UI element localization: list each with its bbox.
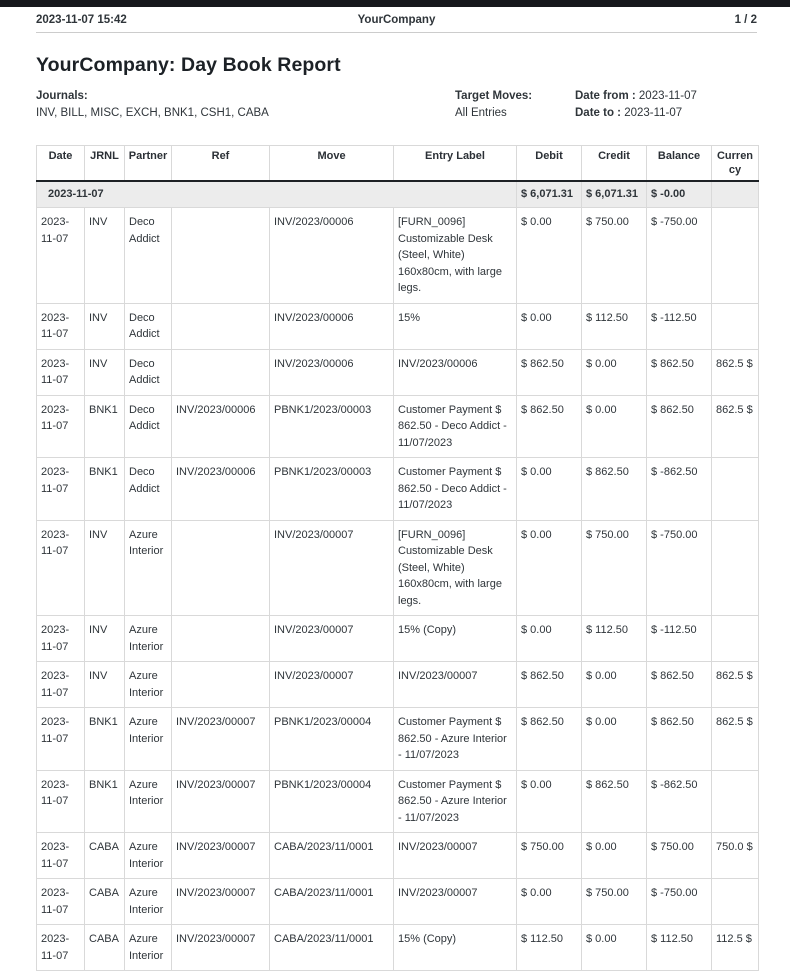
group-balance: $ -0.00 xyxy=(647,181,712,208)
report-filters xyxy=(36,88,757,122)
table-row xyxy=(37,458,759,521)
cell-debit: $ 0.00 xyxy=(517,520,582,616)
table-row xyxy=(37,520,759,616)
day-book-table xyxy=(36,145,759,971)
target-moves-filter xyxy=(455,88,575,122)
cell-currency: 862.5 $ xyxy=(712,662,759,708)
cell-credit: $ 862.50 xyxy=(582,458,647,521)
cell-credit: $ 0.00 xyxy=(582,662,647,708)
cell-ref: INV/2023/00007 xyxy=(172,833,270,879)
cell-date: 2023-11-07 xyxy=(37,208,85,304)
cell-debit: $ 750.00 xyxy=(517,833,582,879)
cell-jrnl: INV xyxy=(85,303,125,349)
col-header-move: Move xyxy=(270,146,394,182)
col-header-credit: Credit xyxy=(582,146,647,182)
table-row xyxy=(37,925,759,971)
cell-entry-label: 15% xyxy=(394,303,517,349)
cell-currency: 112.5 $ xyxy=(712,925,759,971)
cell-jrnl: BNK1 xyxy=(85,395,125,458)
cell-date: 2023-11-07 xyxy=(37,616,85,662)
cell-balance: $ 862.50 xyxy=(647,662,712,708)
cell-balance: $ -112.50 xyxy=(647,303,712,349)
group-date: 2023-11-07 xyxy=(37,181,517,208)
cell-currency: 862.5 $ xyxy=(712,349,759,395)
cell-credit: $ 0.00 xyxy=(582,708,647,771)
cell-partner: Deco Addict xyxy=(125,208,172,304)
cell-jrnl: INV xyxy=(85,662,125,708)
cell-move: INV/2023/00006 xyxy=(270,303,394,349)
group-currency xyxy=(712,181,759,208)
cell-balance: $ -112.50 xyxy=(647,616,712,662)
cell-date: 2023-11-07 xyxy=(37,833,85,879)
cell-debit: $ 0.00 xyxy=(517,458,582,521)
cell-partner: Deco Addict xyxy=(125,303,172,349)
col-header-entry-label: Entry Label xyxy=(394,146,517,182)
header-divider xyxy=(36,32,757,33)
col-header-jrnl: JRNL xyxy=(85,146,125,182)
cell-entry-label: INV/2023/00006 xyxy=(394,349,517,395)
table-row xyxy=(37,833,759,879)
cell-date: 2023-11-07 xyxy=(37,349,85,395)
cell-partner: Deco Addict xyxy=(125,395,172,458)
cell-currency: 862.5 $ xyxy=(712,708,759,771)
cell-date: 2023-11-07 xyxy=(37,303,85,349)
table-row xyxy=(37,395,759,458)
target-moves-label: Target Moves: xyxy=(455,90,533,102)
print-datetime: 2023-11-07 15:42 xyxy=(36,14,127,26)
col-header-currency: Currency xyxy=(712,146,759,182)
cell-credit: $ 0.00 xyxy=(582,925,647,971)
cell-partner: Azure Interior xyxy=(125,662,172,708)
cell-balance: $ 112.50 xyxy=(647,925,712,971)
cell-date: 2023-11-07 xyxy=(37,662,85,708)
cell-entry-label: Customer Payment $ 862.50 - Azure Interior - 11/07/2023 xyxy=(394,770,517,833)
cell-move: INV/2023/00006 xyxy=(270,208,394,304)
cell-ref xyxy=(172,208,270,304)
cell-move: PBNK1/2023/00003 xyxy=(270,395,394,458)
cell-currency xyxy=(712,303,759,349)
cell-ref xyxy=(172,303,270,349)
cell-move: CABA/2023/11/0001 xyxy=(270,879,394,925)
cell-jrnl: INV xyxy=(85,349,125,395)
cell-partner: Azure Interior xyxy=(125,879,172,925)
cell-debit: $ 862.50 xyxy=(517,349,582,395)
cell-currency: 862.5 $ xyxy=(712,395,759,458)
cell-partner: Azure Interior xyxy=(125,833,172,879)
col-header-partner: Partner xyxy=(125,146,172,182)
cell-move: INV/2023/00007 xyxy=(270,662,394,708)
col-header-debit: Debit xyxy=(517,146,582,182)
cell-ref: INV/2023/00006 xyxy=(172,395,270,458)
cell-credit: $ 862.50 xyxy=(582,770,647,833)
cell-debit: $ 862.50 xyxy=(517,708,582,771)
cell-entry-label: 15% (Copy) xyxy=(394,616,517,662)
col-header-balance: Balance xyxy=(647,146,712,182)
journals-value: INV, BILL, MISC, EXCH, BNK1, CSH1, CABA xyxy=(36,107,269,119)
company-name: YourCompany xyxy=(357,14,436,26)
cell-partner: Azure Interior xyxy=(125,770,172,833)
cell-credit: $ 0.00 xyxy=(582,349,647,395)
table-row xyxy=(37,616,759,662)
cell-debit: $ 0.00 xyxy=(517,616,582,662)
date-from-value: 2023-11-07 xyxy=(638,90,697,102)
cell-credit: $ 750.00 xyxy=(582,208,647,304)
cell-move: INV/2023/00006 xyxy=(270,349,394,395)
col-header-ref: Ref xyxy=(172,146,270,182)
cell-move: PBNK1/2023/00004 xyxy=(270,770,394,833)
cell-credit: $ 112.50 xyxy=(582,616,647,662)
cell-jrnl: BNK1 xyxy=(85,770,125,833)
cell-ref: INV/2023/00007 xyxy=(172,708,270,771)
cell-date: 2023-11-07 xyxy=(37,708,85,771)
cell-entry-label: INV/2023/00007 xyxy=(394,662,517,708)
cell-ref xyxy=(172,349,270,395)
cell-balance: $ 862.50 xyxy=(647,708,712,771)
cell-date: 2023-11-07 xyxy=(37,520,85,616)
cell-credit: $ 112.50 xyxy=(582,303,647,349)
cell-currency xyxy=(712,879,759,925)
cell-debit: $ 0.00 xyxy=(517,879,582,925)
cell-partner: Deco Addict xyxy=(125,349,172,395)
cell-currency xyxy=(712,458,759,521)
cell-jrnl: INV xyxy=(85,616,125,662)
cell-currency xyxy=(712,520,759,616)
date-from-label: Date from : xyxy=(575,90,636,102)
cell-entry-label: Customer Payment $ 862.50 - Deco Addict - 11/07/2023 xyxy=(394,458,517,521)
date-range-filter xyxy=(575,88,757,122)
journals-filter xyxy=(36,88,455,122)
page-header xyxy=(36,14,757,26)
cell-debit: $ 0.00 xyxy=(517,303,582,349)
cell-move: INV/2023/00007 xyxy=(270,520,394,616)
date-from-row xyxy=(575,88,757,105)
report-title: YourCompany: Day Book Report xyxy=(36,54,341,76)
cell-date: 2023-11-07 xyxy=(37,395,85,458)
cell-ref xyxy=(172,662,270,708)
table-row xyxy=(37,662,759,708)
table-row xyxy=(37,208,759,304)
cell-partner: Azure Interior xyxy=(125,708,172,771)
cell-move: INV/2023/00007 xyxy=(270,616,394,662)
cell-entry-label: INV/2023/00007 xyxy=(394,879,517,925)
cell-partner: Azure Interior xyxy=(125,520,172,616)
cell-jrnl: CABA xyxy=(85,879,125,925)
cell-date: 2023-11-07 xyxy=(37,458,85,521)
cell-balance: $ -862.50 xyxy=(647,770,712,833)
cell-partner: Deco Addict xyxy=(125,458,172,521)
cell-balance: $ -750.00 xyxy=(647,208,712,304)
cell-ref: INV/2023/00006 xyxy=(172,458,270,521)
cell-debit: $ 862.50 xyxy=(517,395,582,458)
cell-debit: $ 0.00 xyxy=(517,770,582,833)
cell-credit: $ 0.00 xyxy=(582,395,647,458)
cell-entry-label: [FURN_0096] Customizable Desk (Steel, White) 160x80cm, with large legs. xyxy=(394,208,517,304)
cell-credit: $ 750.00 xyxy=(582,520,647,616)
date-to-label: Date to : xyxy=(575,107,621,119)
cell-entry-label: Customer Payment $ 862.50 - Deco Addict - 11/07/2023 xyxy=(394,395,517,458)
cell-credit: $ 0.00 xyxy=(582,833,647,879)
date-to-value: 2023-11-07 xyxy=(624,107,683,119)
window-top-bar xyxy=(0,0,790,7)
cell-jrnl: INV xyxy=(85,208,125,304)
cell-ref: INV/2023/00007 xyxy=(172,925,270,971)
cell-entry-label: INV/2023/00007 xyxy=(394,833,517,879)
table-row xyxy=(37,879,759,925)
cell-debit: $ 112.50 xyxy=(517,925,582,971)
cell-partner: Azure Interior xyxy=(125,925,172,971)
cell-date: 2023-11-07 xyxy=(37,879,85,925)
cell-credit: $ 750.00 xyxy=(582,879,647,925)
cell-balance: $ 862.50 xyxy=(647,395,712,458)
cell-ref: INV/2023/00007 xyxy=(172,879,270,925)
table-row xyxy=(37,770,759,833)
cell-currency: 750.0 $ xyxy=(712,833,759,879)
cell-ref xyxy=(172,520,270,616)
cell-ref xyxy=(172,616,270,662)
cell-jrnl: INV xyxy=(85,520,125,616)
cell-jrnl: BNK1 xyxy=(85,458,125,521)
cell-entry-label: Customer Payment $ 862.50 - Azure Interior - 11/07/2023 xyxy=(394,708,517,771)
table-row xyxy=(37,708,759,771)
table-row xyxy=(37,349,759,395)
cell-partner: Azure Interior xyxy=(125,616,172,662)
table-row xyxy=(37,303,759,349)
date-to-row xyxy=(575,105,757,122)
cell-move: CABA/2023/11/0001 xyxy=(270,833,394,879)
cell-jrnl: BNK1 xyxy=(85,708,125,771)
cell-move: PBNK1/2023/00004 xyxy=(270,708,394,771)
cell-entry-label: 15% (Copy) xyxy=(394,925,517,971)
group-debit: $ 6,071.31 xyxy=(517,181,582,208)
col-header-date: Date xyxy=(37,146,85,182)
cell-balance: $ -862.50 xyxy=(647,458,712,521)
page-number: 1 / 2 xyxy=(734,14,757,26)
table-header-row xyxy=(37,146,759,182)
target-moves-value: All Entries xyxy=(455,107,507,119)
cell-currency xyxy=(712,616,759,662)
cell-date: 2023-11-07 xyxy=(37,925,85,971)
cell-currency xyxy=(712,208,759,304)
cell-balance: $ 862.50 xyxy=(647,349,712,395)
cell-debit: $ 0.00 xyxy=(517,208,582,304)
group-row xyxy=(37,181,759,208)
group-credit: $ 6,071.31 xyxy=(582,181,647,208)
cell-balance: $ -750.00 xyxy=(647,520,712,616)
cell-date: 2023-11-07 xyxy=(37,770,85,833)
cell-currency xyxy=(712,770,759,833)
cell-jrnl: CABA xyxy=(85,925,125,971)
cell-entry-label: [FURN_0096] Customizable Desk (Steel, White) 160x80cm, with large legs. xyxy=(394,520,517,616)
cell-move: PBNK1/2023/00003 xyxy=(270,458,394,521)
cell-move: CABA/2023/11/0001 xyxy=(270,925,394,971)
cell-balance: $ 750.00 xyxy=(647,833,712,879)
cell-ref: INV/2023/00007 xyxy=(172,770,270,833)
journals-label: Journals: xyxy=(36,90,88,102)
cell-debit: $ 862.50 xyxy=(517,662,582,708)
cell-jrnl: CABA xyxy=(85,833,125,879)
cell-balance: $ -750.00 xyxy=(647,879,712,925)
